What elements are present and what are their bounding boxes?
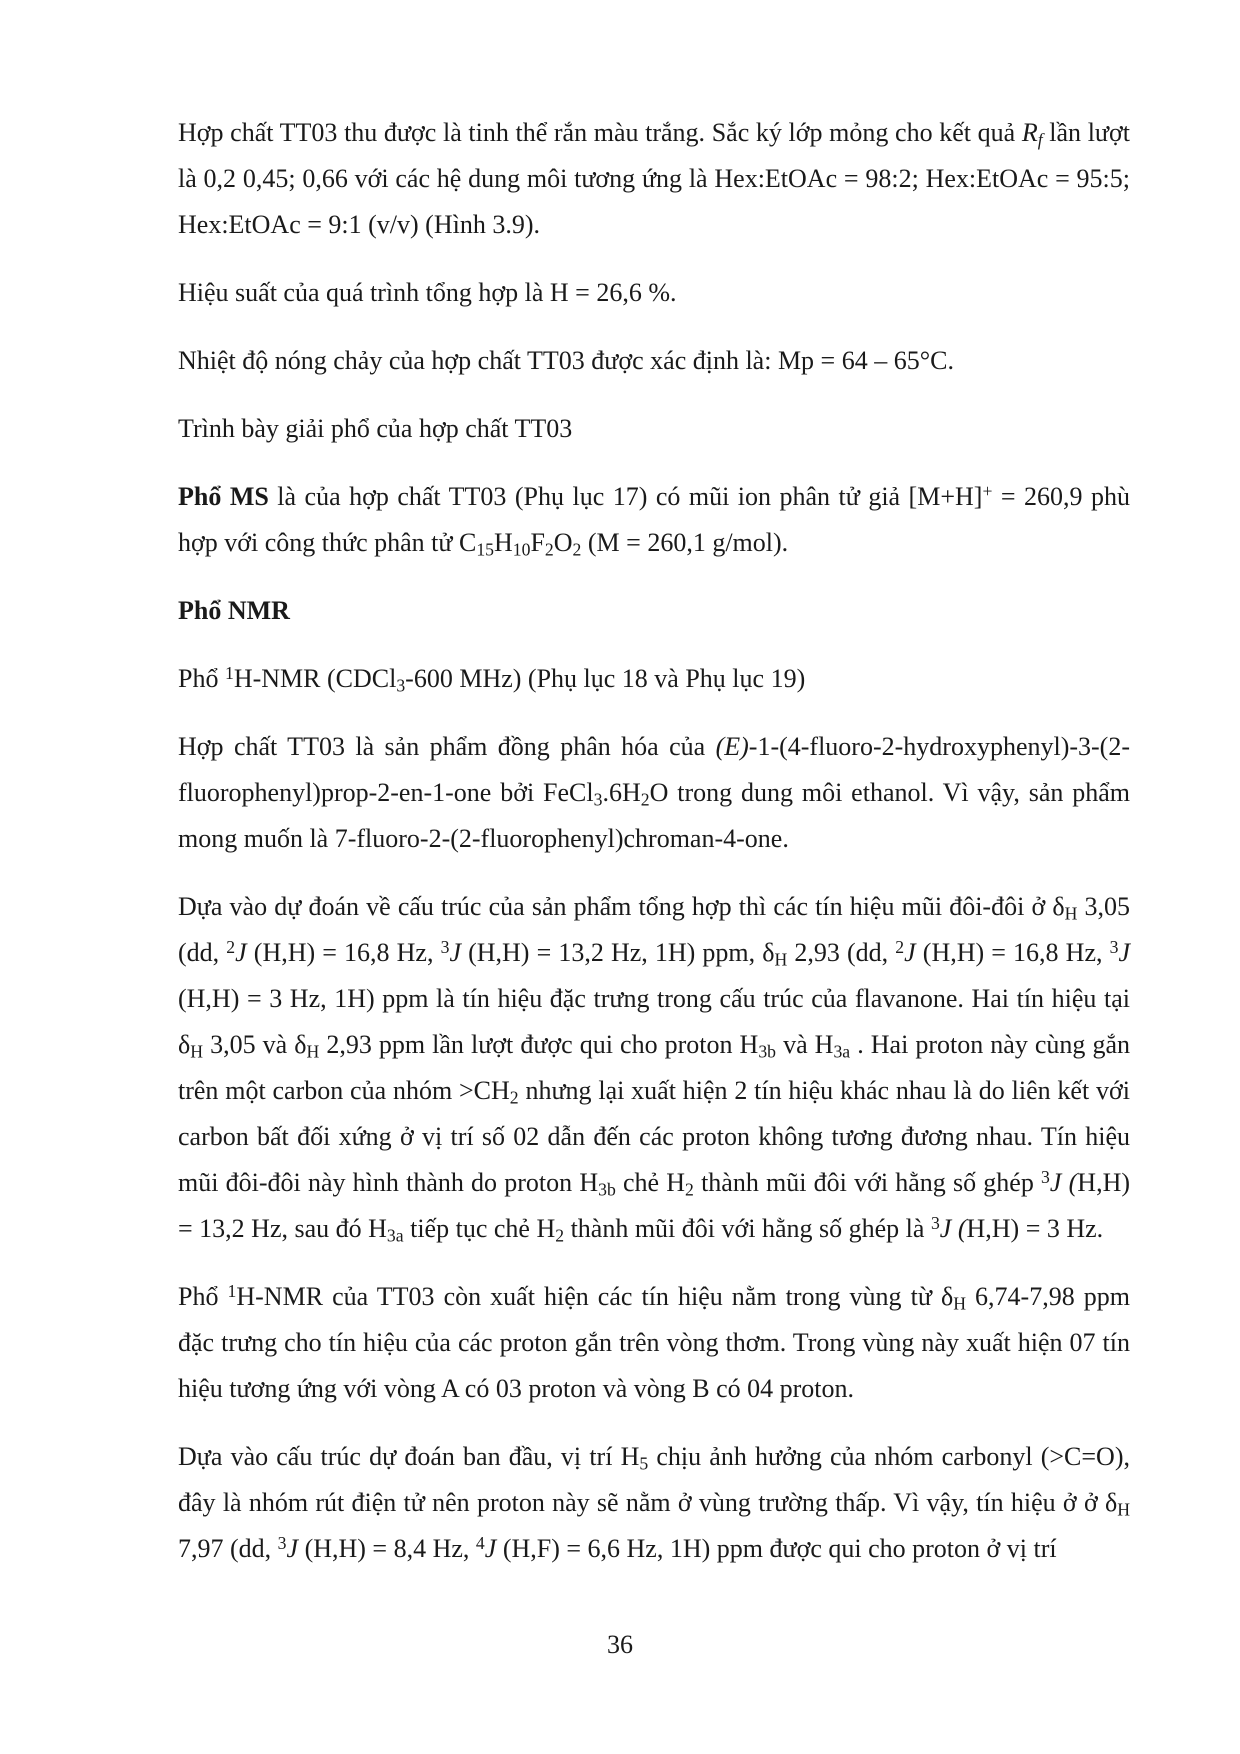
paragraph-compound: Hợp chất TT03 là sản phẩm đồng phân hóa của (E)-1-(4-fluoro-2-hydroxyphenyl)-3-(2-fluorophenyl)prop-2-en-1-one bởi $FeCl_3.6H_2O$ trong dung môi ethanol. Vì vậy, sản phẩm mong muốn là 7-fluoro-2-(2-fluorophenyl)chroman-4-one. bbox=[178, 732, 1131, 853]
page-number: 36 bbox=[607, 1630, 633, 1659]
paragraph-hnmr-label: Phổ $^1$H-NMR (CDCl$_3$-600 MHz) (Phụ lục 18 và Phụ lục 19) bbox=[178, 663, 806, 696]
paragraph-yield: Hiệu suất của quá trình tổng hợp là H = 26,6 %. bbox=[178, 278, 677, 307]
paragraph-flavanone-signals: Dựa vào dự đoán về cấu trúc của sản phẩm tổng hợp thì các tín hiệu mũi đôi-đôi ở $\delta_H$ 3,05 (dd, $^2$J (H,H) = 16,8 Hz, $^3$J (H,H) = 13,2 Hz, 1H) ppm, $\delta_H$ 2,93 (dd, $^2$J (H,H) = 16,8 Hz, $^3$J (H,H) = 3 Hz, 1H) ppm là tín hiệu đặc trưng trong cấu trúc của flavanone. Hai tín hiệu tại $\delta_H$ 3,05 và $\delta_H$ 2,93 ppm lần lượt được qui cho proton $H_{3b}$ và $H_{3a}$ . Hai proton này cùng gắn trên một carbon của nhóm $>CH_2$ nhưng lại xuất hiện 2 tín hiệu khác nhau là do liên kết với carbon bất đối xứng ở vị trí số 02 dẫn đến các proton không tương đương nhau. Tín hiệu mũi đôi-đôi này hình thành do proton $H_{3b}$ chẻ $H_2$ thành mũi đôi với hằng số ghép $^3$J (H,H) = 13,2 Hz, sau đó $H_{3a}$ tiếp tục chẻ $H_2$ thành mũi đôi với hằng số ghép là $^3$J (H,H) = 3 Hz. bbox=[178, 892, 1131, 1246]
paragraph-melting-point: Nhiệt độ nóng chảy của hợp chất TT03 được xác định là: Mp = 64 – 65°C. bbox=[178, 346, 954, 375]
document-page bbox=[178, 110, 1130, 1594]
paragraph-tlc: Hợp chất TT03 thu được là tinh thể rắn màu trắng. Sắc ký lớp mỏng cho kết quả $R_f$ lần lượt là 0,2 0,45; 0,66 với các hệ dung môi tương ứng là Hex:EtOAc = 98:2; Hex:EtOAc = 95:5; Hex:EtOAc = 9:1 (v/v) (Hình 3.9). bbox=[178, 118, 1130, 239]
paragraph-ms: Phổ MS là của hợp chất TT03 (Phụ lục 17) có mũi ion phân tử giả [M+H]+ = 260,9 phù hợp với công thức phân tử $C_{15}H_{10}F_2O_2$ (M = 260,1 g/mol). bbox=[178, 481, 1131, 560]
paragraph-spectrum-intro: Trình bày giải phổ của hợp chất TT03 bbox=[178, 414, 573, 443]
paragraph-h5-assignment: Dựa vào cấu trúc dự đoán ban đầu, vị trí $H_5$ chịu ảnh hưởng của nhóm carbonyl (>C=O), đây là nhóm rút điện tử nên proton này sẽ nằm ở vùng trường thấp. Vì vậy, tín hiệu ở ở $\delta_H$ 7,97 (dd, $^3$J (H,H) = 8,4 Hz, $^4$J (H,F) = 6,6 Hz, 1H) ppm được qui cho proton ở vị trí bbox=[178, 1442, 1130, 1563]
paragraph-aromatic-region: Phổ $^1$H-NMR của TT03 còn xuất hiện các tín hiệu nằm trong vùng từ $\delta_H$ 6,74-7,98 ppm đặc trưng cho tín hiệu của các proton gắn trên vòng thơm. Trong vùng này xuất hiện 07 tín hiệu tương ứng với vòng A có 03 proton và vòng B có 04 proton. bbox=[178, 1281, 1130, 1403]
heading-nmr: Phổ NMR bbox=[178, 596, 290, 625]
